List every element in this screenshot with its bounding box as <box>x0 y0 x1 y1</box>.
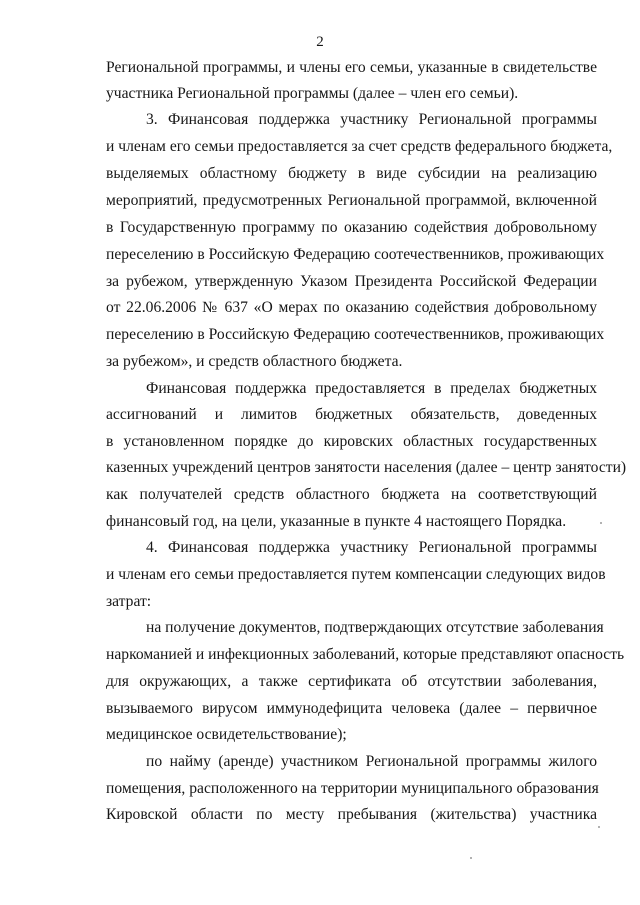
text-line: переселению в Российскую Федерацию соотечественников, проживающих <box>106 326 605 343</box>
text-line: участника Региональной программы (далее – член его семьи). <box>106 85 519 102</box>
page-number: 2 <box>316 34 324 50</box>
text-line: для окружающих, а также сертификата об отсутствии заболевания, <box>106 673 597 690</box>
text-line: как получателей средств областного бюджета на соответствующий <box>106 486 597 503</box>
text-line: 4. Финансовая поддержка участнику Региональной программы <box>146 539 597 556</box>
text-line: в Государственную программу по оказанию содействия добровольному <box>106 219 597 236</box>
text-line: ассигнований и лимитов бюджетных обязательств, доведенных <box>106 406 597 423</box>
text-line: на получение документов, подтверждающих отсутствие заболевания <box>146 619 604 636</box>
scan-speck <box>598 826 600 828</box>
text-line: за рубежом», и средств областного бюджета. <box>106 353 403 370</box>
text-line: финансовый год, на цели, указанные в пункте 4 настоящего Порядка. <box>106 513 567 530</box>
text-line: мероприятий, предусмотренных Региональной программой, включенной <box>106 192 597 209</box>
text-line: казенных учреждений центров занятости населения (далее – центр занятости) <box>106 459 627 476</box>
text-line: 3. Финансовая поддержка участнику Региональной программы <box>146 111 597 128</box>
scan-speck <box>470 857 472 859</box>
text-line: от 22.06.2006 № 637 «О мерах по оказанию содействия добровольному <box>106 299 597 316</box>
text-line: переселению в Российскую Федерацию соотечественников, проживающих <box>106 246 605 263</box>
text-line: вызываемого вирусом иммунодефицита человека (далее – первичное <box>106 700 597 717</box>
text-line: наркоманией и инфекционных заболеваний, которые представляют опасность <box>106 646 625 663</box>
text-line: Кировской области по месту пребывания (жительства) участника <box>106 806 597 823</box>
text-line: Финансовая поддержка предоставляется в пределах бюджетных <box>146 380 597 397</box>
text-line: помещения, расположенного на территории муниципального образования <box>106 780 599 797</box>
text-line: медицинское освидетельствование); <box>106 726 347 743</box>
text-line: Региональной программы, и члены его семьи, указанные в свидетельстве <box>106 59 597 76</box>
text-line: и членам его семьи предоставляется за счет средств федерального бюджета, <box>106 138 613 155</box>
text-line: в установленном порядке до кировских областных государственных <box>106 433 597 450</box>
text-line: за рубежом, утвержденную Указом Президента Российской Федерации <box>106 273 597 290</box>
scan-speck <box>600 522 602 524</box>
text-line: и членам его семьи предоставляется путем компенсации следующих видов <box>106 566 606 583</box>
text-line: выделяемых областному бюджету в виде субсидии на реализацию <box>106 165 597 182</box>
text-line: по найму (аренде) участником Региональной программы жилого <box>146 753 597 770</box>
text-line: затрат: <box>106 593 152 610</box>
